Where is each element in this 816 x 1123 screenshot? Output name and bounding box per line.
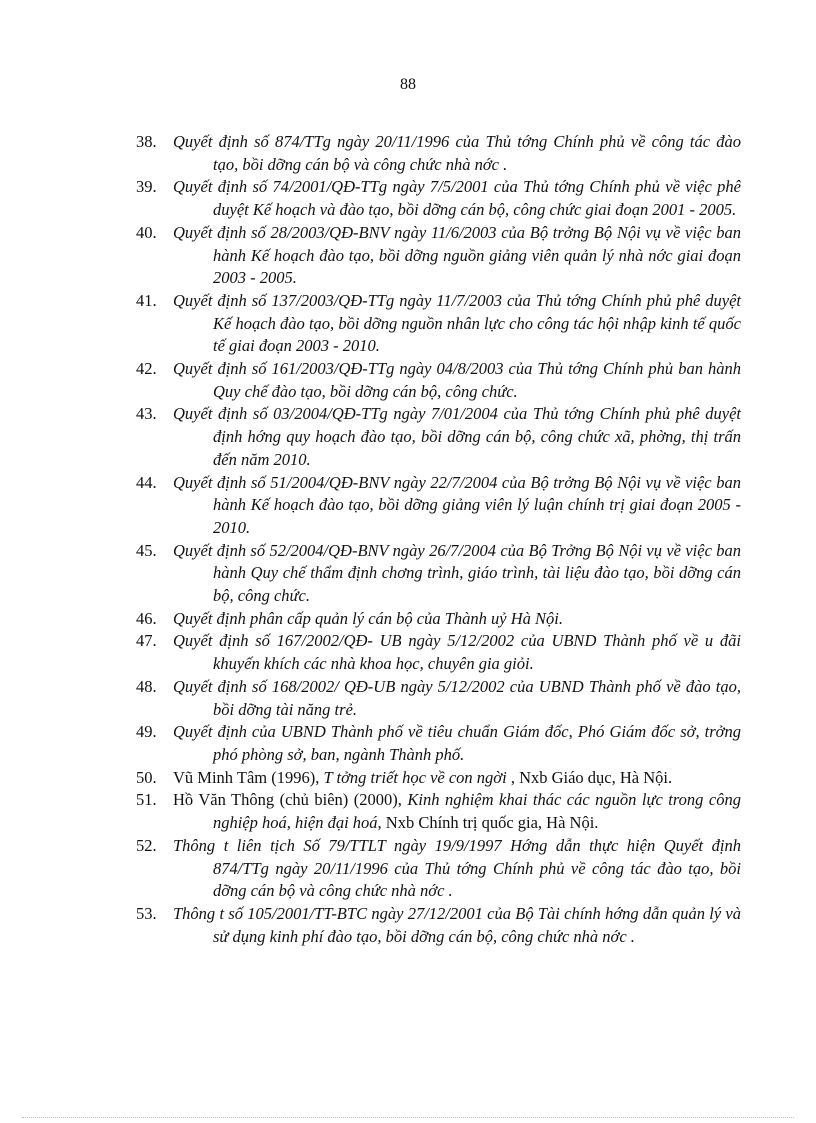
reference-text xyxy=(173,473,741,537)
bottom-dotted-rule xyxy=(22,1117,794,1118)
reference-text xyxy=(173,404,741,468)
reference-text-part: Vũ Minh Tâm (1996), xyxy=(173,767,324,787)
reference-number: 38. xyxy=(136,132,157,151)
reference-number: 42. xyxy=(136,359,157,379)
reference-text-part: Quyết định số 137/2003/QĐ-TTg ngày 11/7/2003 của Thủ tớng Chính phủ phê duyệt Kế hoạch đào tạo, bồi dỡng nguồn nhân lực cho công tác hội nhập kinh tế quốc tế giai đoạn 2003 - 2010. xyxy=(173,290,741,356)
reference-number: 48. xyxy=(136,676,157,696)
reference-item xyxy=(136,540,741,608)
reference-text xyxy=(173,790,741,832)
reference-text-part: Quyết định phân cấp quản lý cán bộ của Thành uỷ Hà Nội. xyxy=(173,608,563,628)
reference-text-part: Quyết định của UBND Thành phố về tiêu chuẩn Giám đốc, Phó Giám đốc sở, trởng phó phòng sở, ban, ngành Thành phố. xyxy=(173,722,741,764)
reference-number: 53. xyxy=(136,903,157,923)
reference-number: 47. xyxy=(136,631,157,651)
reference-item xyxy=(136,767,741,790)
reference-text xyxy=(173,177,741,219)
reference-number: 49. xyxy=(136,722,157,742)
reference-text xyxy=(173,291,741,355)
reference-text-part: Quyết định số 161/2003/QĐ-TTg ngày 04/8/2003 của Thủ tớng Chính phủ ban hành Quy chế đào tạo, bồi dỡng cán bộ, công chức. xyxy=(173,359,741,401)
reference-text-part: Quyết định số 51/2004/QĐ-BNV ngày 22/7/2004 của Bộ trởng Bộ Nội vụ về việc ban hành Kế hoạch đào tạo, bồi dỡng giảng viên lý luận chính trị giai đoạn 2005 - 2010. xyxy=(173,472,741,537)
reference-item xyxy=(136,608,741,631)
reference-text-part: T tởng triết học về con ngời xyxy=(323,767,507,787)
reference-item xyxy=(136,290,741,358)
page-number: 88 xyxy=(400,76,416,93)
reference-text-part: Thông t số 105/2001/TT-BTC ngày 27/12/2001 của Bộ Tài chính hớng dẫn quản lý và sử dụng kinh phí đào tạo, bồi dỡng cán bộ, công chức nhà nớc . xyxy=(173,903,741,946)
reference-text xyxy=(173,541,741,605)
reference-number: 45. xyxy=(136,540,157,560)
reference-text xyxy=(173,359,741,401)
reference-number: 50. xyxy=(136,767,157,787)
reference-number: 51. xyxy=(136,790,157,810)
reference-text xyxy=(173,223,741,287)
reference-list xyxy=(136,131,741,948)
reference-item xyxy=(136,676,741,721)
reference-number: 52. xyxy=(136,835,157,855)
reference-item xyxy=(136,222,741,290)
reference-text-part: Quyết định số 52/2004/QĐ-BNV ngày 26/7/2004 của Bộ Trởng Bộ Nội vụ về việc ban hành Quy chế thẩm định chơng trình, giáo trình, tài liệu đào tạo, bồi dỡng cán bộ, công chức. xyxy=(173,540,741,606)
reference-item xyxy=(136,835,741,903)
reference-text xyxy=(173,609,563,628)
reference-number: 46. xyxy=(136,608,157,628)
reference-item xyxy=(136,472,741,540)
reference-text-part: Quyết định số 28/2003/QĐ-BNV ngày 11/6/2003 của Bộ trởng Bộ Nội vụ về việc ban hành Kế hoạch đào tạo, bồi dỡng nguồn giảng viên quản lý nhà nớc giai đoạn 2003 - 2005. xyxy=(173,222,741,288)
reference-text-part: , Nxb Chính trị quốc gia, Hà Nội. xyxy=(377,813,599,833)
reference-item xyxy=(136,903,741,948)
reference-text xyxy=(173,768,672,787)
reference-text-part: Quyết định số 03/2004/QĐ-TTg ngày 7/01/2004 của Thủ tớng Chính phủ phê duyệt định hớng quy hoạch đào tạo, bồi dỡng cán bộ, công chức xã, phờng, thị trấn đến năm 2010. xyxy=(173,404,741,469)
reference-text xyxy=(173,677,741,719)
reference-number: 43. xyxy=(136,404,157,424)
reference-number: 41. xyxy=(136,290,157,310)
reference-text-part: Quyết định số 168/2002/ QĐ-UB ngày 5/12/2002 của UBND Thành phố về đào tạo, bồi dỡng tài năng trẻ. xyxy=(173,676,741,719)
reference-item xyxy=(136,403,741,471)
reference-text-part: Quyết định số 167/2002/QĐ- UB ngày 5/12/2002 của UBND Thành phố về u đãi khuyến khích các nhà khoa học, chuyên gia giỏi. xyxy=(173,631,741,674)
reference-text-part: , Nxb Giáo dục, Hà Nội. xyxy=(506,767,673,787)
reference-item xyxy=(136,176,741,221)
reference-text-part: Kinh nghiệm khai thác các nguồn lực trong công nghiệp hoá, hiện đại hoá xyxy=(213,790,741,833)
reference-item xyxy=(136,630,741,675)
reference-text-part: Thông t liên tịch Số 79/TTLT ngày 19/9/1997 Hớng dẫn thực hiện Quyết định 874/TTg ngày 20/11/1996 của Thủ tớng Chính phủ về công tác đào tạo, bồi dỡng cán bộ và công chức nhà nớc . xyxy=(173,835,741,901)
reference-text-part: Quyết định số 874/TTg ngày 20/11/1996 của Thủ tớng Chính phủ về công tác đào tạo, bồi dỡng cán bộ và công chức nhà nớc . xyxy=(173,132,741,174)
reference-text xyxy=(173,132,741,174)
reference-number: 40. xyxy=(136,222,157,242)
reference-text xyxy=(173,631,741,673)
reference-number: 39. xyxy=(136,177,157,197)
reference-text-part: Hồ Văn Thông (chủ biên) (2000), xyxy=(173,790,408,810)
reference-item xyxy=(136,721,741,766)
reference-text xyxy=(173,836,741,900)
reference-text xyxy=(173,722,741,764)
reference-item xyxy=(136,789,741,834)
reference-text xyxy=(173,904,741,946)
reference-item xyxy=(136,358,741,403)
reference-text-part: Quyết định số 74/2001/QĐ-TTg ngày 7/5/2001 của Thủ tớng Chính phủ về việc phê duyệt Kế hoạch và đào tạo, bồi dỡng cán bộ, công chức giai đoạn 2001 - 2005. xyxy=(173,177,741,220)
reference-number: 44. xyxy=(136,472,157,492)
reference-item xyxy=(136,131,741,176)
